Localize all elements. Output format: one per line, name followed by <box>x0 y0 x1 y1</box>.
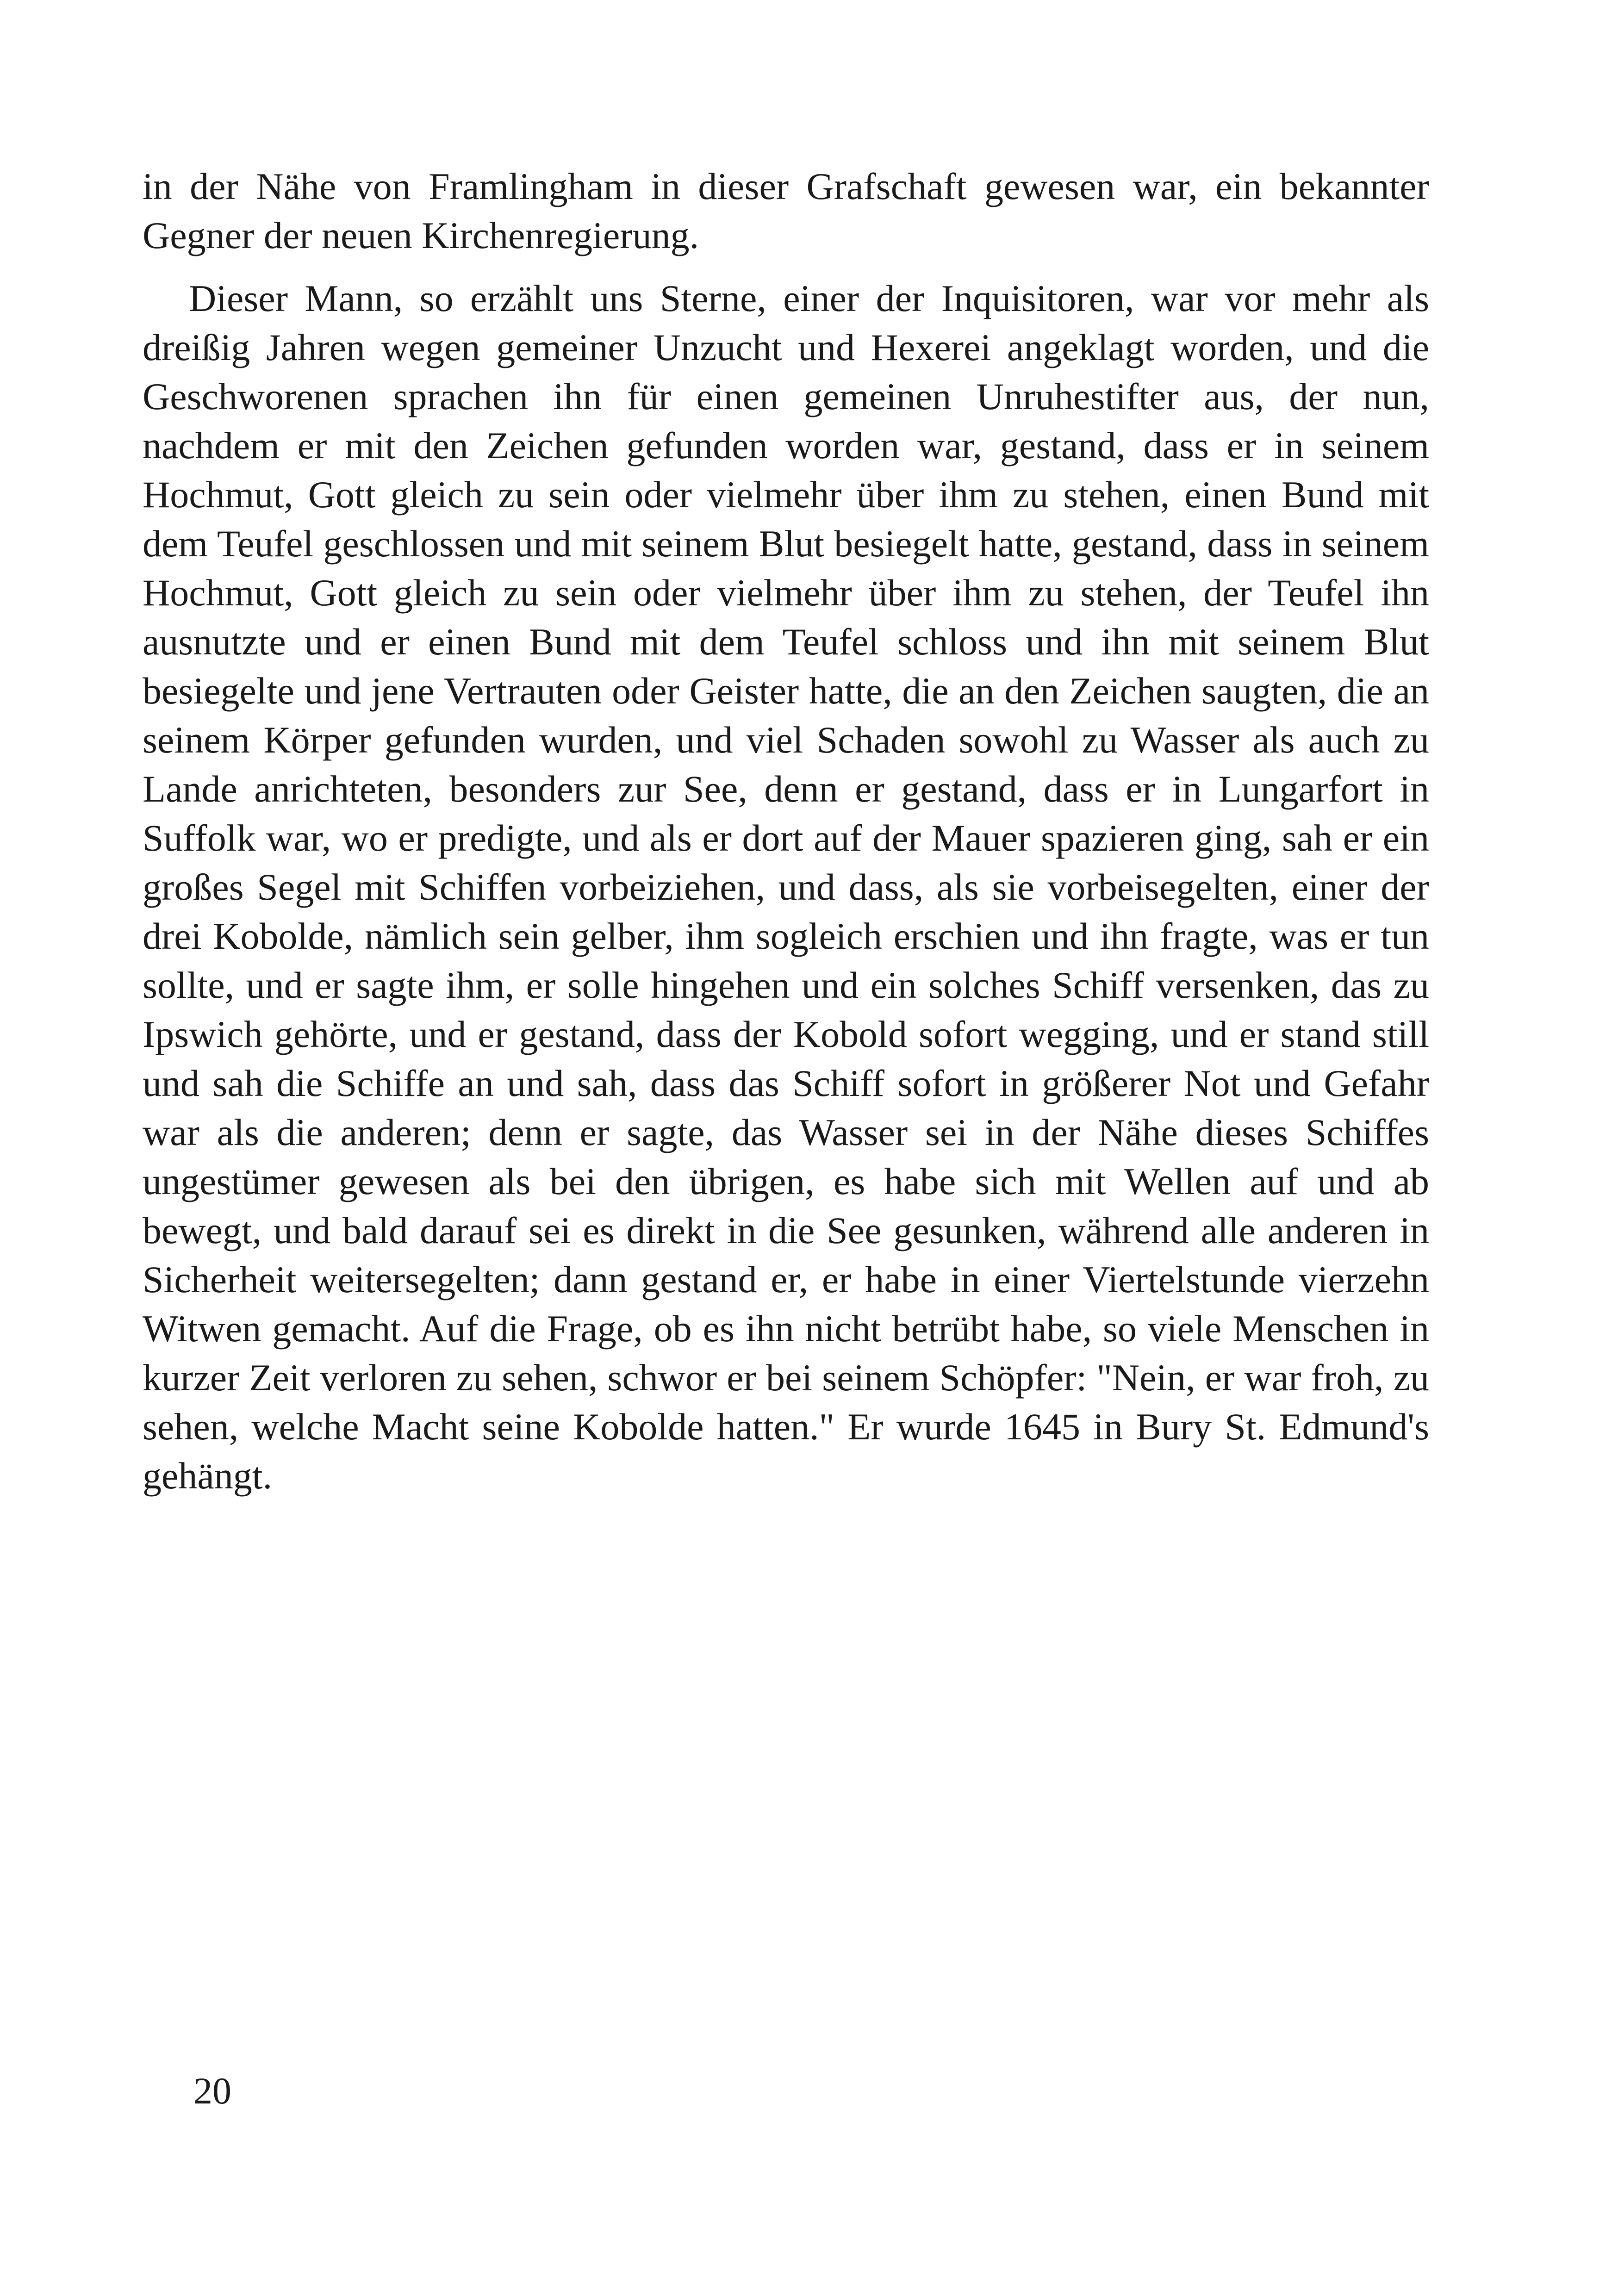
page-number: 20 <box>193 2070 231 2112</box>
paragraph-main: Dieser Mann, so erzählt uns Sterne, einer der Inquisitoren, war vor mehr als dreißig Jahren wegen gemeiner Unzucht und Hexerei angeklagt worden, und die Geschworenen sprachen ihn für einen gemeinen Unruhestifter aus, der nun, nachdem er mit den Zeichen gefunden worden war, gestand, dass er in seinem Hochmut, Gott gleich zu sein oder vielmehr über ihm zu stehen, einen Bund mit dem Teufel geschlossen und mit seinem Blut besiegelt hatte, gestand, dass in seinem Hochmut, Gott gleich zu sein oder vielmehr über ihm zu stehen, der Teufel ihn ausnutzte und er einen Bund mit dem Teufel schloss und ihn mit seinem Blut besiegelte und jene Vertrauten oder Geister hatte, die an den Zeichen saugten, die an seinem Körper gefunden wurden, und viel Schaden sowohl zu Wasser als auch zu Lande anrichteten, besonders zur See, denn er gestand, dass er in Lungarfort in Suffolk war, wo er predigte, und als er dort auf der Mauer spazieren ging, sah er ein großes Segel mit Schiffen vorbeiziehen, und dass, als sie vorbeisegelten, einer der drei Kobolde, nämlich sein gelber, ihm sogleich erschien und ihn fragte, was er tun sollte, und er sagte ihm, er solle hingehen und ein solches Schiff versenken, das zu Ipswich gehörte, und er gestand, dass der Kobold sofort wegging, und er stand still und sah die Schiffe an und sah, dass das Schiff sofort in größerer Not und Gefahr war als die anderen; denn er sagte, das Wasser sei in der Nähe dieses Schiffes ungestümer gewesen als bei den übrigen, es habe sich mit Wellen auf und ab bewegt, und bald darauf sei es direkt in die See gesunken, während alle anderen in Sicherheit weitersegelten; dann gestand er, er habe in einer Viertelstunde vierzehn Witwen gemacht. Auf die Frage, ob es ihn nicht betrübt habe, so viele Menschen in kurzer Zeit verloren zu sehen, schwor er bei seinem Schöpfer: "Nein, er war froh, zu sehen, welche Macht seine Kobolde hatten." Er wurde 1645 in Bury St. Edmund's gehängt. <box>143 277 1429 1497</box>
paragraph-continued: in der Nähe von Framlingham in dieser Grafschaft gewesen war, ein bekannter Gegner der neuen Kirchenregierung. <box>143 165 1429 256</box>
body-text <box>143 162 1429 1500</box>
